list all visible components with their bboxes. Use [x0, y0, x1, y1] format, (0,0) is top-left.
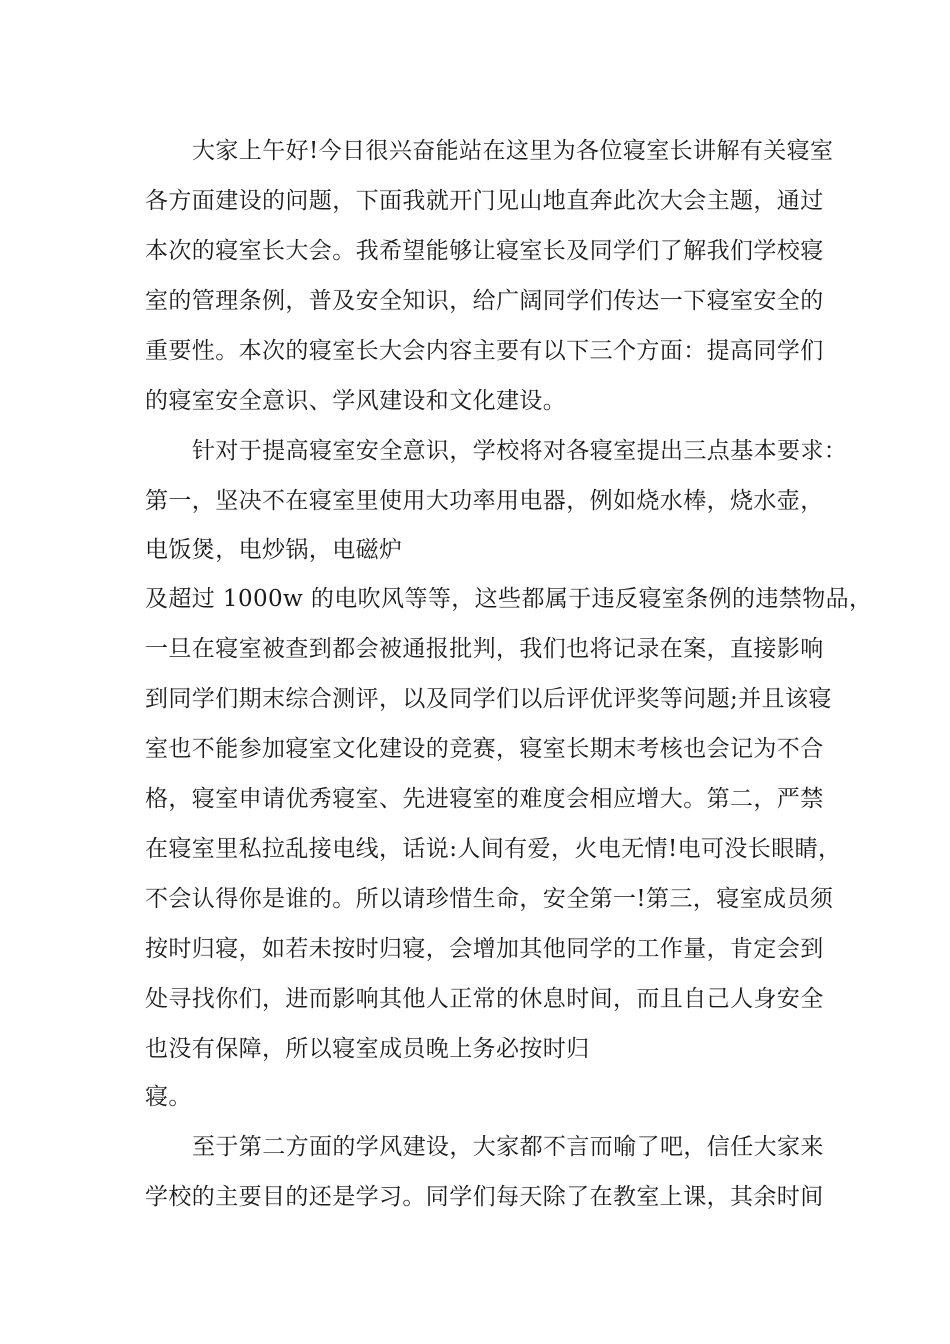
- paragraph-2-line-7: 室也不能参加寝室文化建设的竞赛，寝室长期末考核也会记为不合: [145, 736, 824, 762]
- paragraph-2-line-11: 按时归寝，如若未按时归寝，会增加其他同学的工作量，肯定会到: [145, 936, 824, 962]
- paragraph-2-line-9: 在寝室里私拉乱接电线，话说:人间有爱，火电无情!电可没长眼睛，: [145, 836, 842, 862]
- paragraph-3-line-2: 学校的主要目的还是学习。同学们每天除了在教室上课，其余时间: [145, 1184, 824, 1210]
- paragraph-1-line-2: 各方面建设的问题，下面我就开门见山地直奔此次大会主题，通过: [145, 188, 824, 214]
- paragraph-2-line-8: 格，寝室申请优秀寝室、先进寝室的难度会相应增大。第二，严禁: [145, 786, 824, 812]
- paragraph-3-line-1: 至于第二方面的学风建设，大家都不言而喻了吧，信任大家来: [192, 1134, 824, 1160]
- paragraph-2-line-4: 及超过 1000w 的电吹风等等，这些都属于违反寝室条例的违禁物品，: [145, 586, 873, 612]
- paragraph-1-line-3: 本次的寝室长大会。我希望能够让寝室长及同学们了解我们学校寝: [145, 238, 824, 264]
- paragraph-2-line-12: 处寻找你们，进而影响其他人正常的休息时间，而且自己人身安全: [145, 986, 824, 1012]
- paragraph-2-line-13: 也没有保障，所以寝室成员晚上务必按时归: [145, 1036, 590, 1062]
- paragraph-1-line-6: 的寝室安全意识、学风建设和文化建设。: [145, 388, 567, 414]
- paragraph-2-line-2: 第一，坚决不在寝室里使用大功率用电器，例如烧水棒，烧水壶，: [145, 488, 824, 514]
- paragraph-2-line-14: 寝。: [145, 1084, 192, 1110]
- paragraph-1-line-5: 重要性。本次的寝室长大会内容主要有以下三个方面：提高同学们: [145, 338, 824, 364]
- paragraph-2-line-6: 到同学们期末综合测评，以及同学们以后评优评奖等问题;并且该寝: [145, 686, 832, 712]
- paragraph-1-line-4: 室的管理条例，普及安全知识，给广阔同学们传达一下寝室安全的: [145, 288, 824, 314]
- paragraph-2-line-10: 不会认得你是谁的。所以请珍惜生命，安全第一!第三，寝室成员须: [145, 886, 834, 912]
- paragraph-2-line-1: 针对于提高寝室安全意识，学校将对各寝室提出三点基本要求：: [192, 438, 848, 464]
- paragraph-2-line-5: 一旦在寝室被查到都会被通报批判，我们也将记录在案，直接影响: [145, 636, 824, 662]
- paragraph-2-line-3: 电饭煲，电炒锅，电磁炉: [145, 537, 403, 563]
- paragraph-1-line-1: 大家上午好!今日很兴奋能站在这里为各位寝室长讲解有关寝室: [192, 138, 834, 164]
